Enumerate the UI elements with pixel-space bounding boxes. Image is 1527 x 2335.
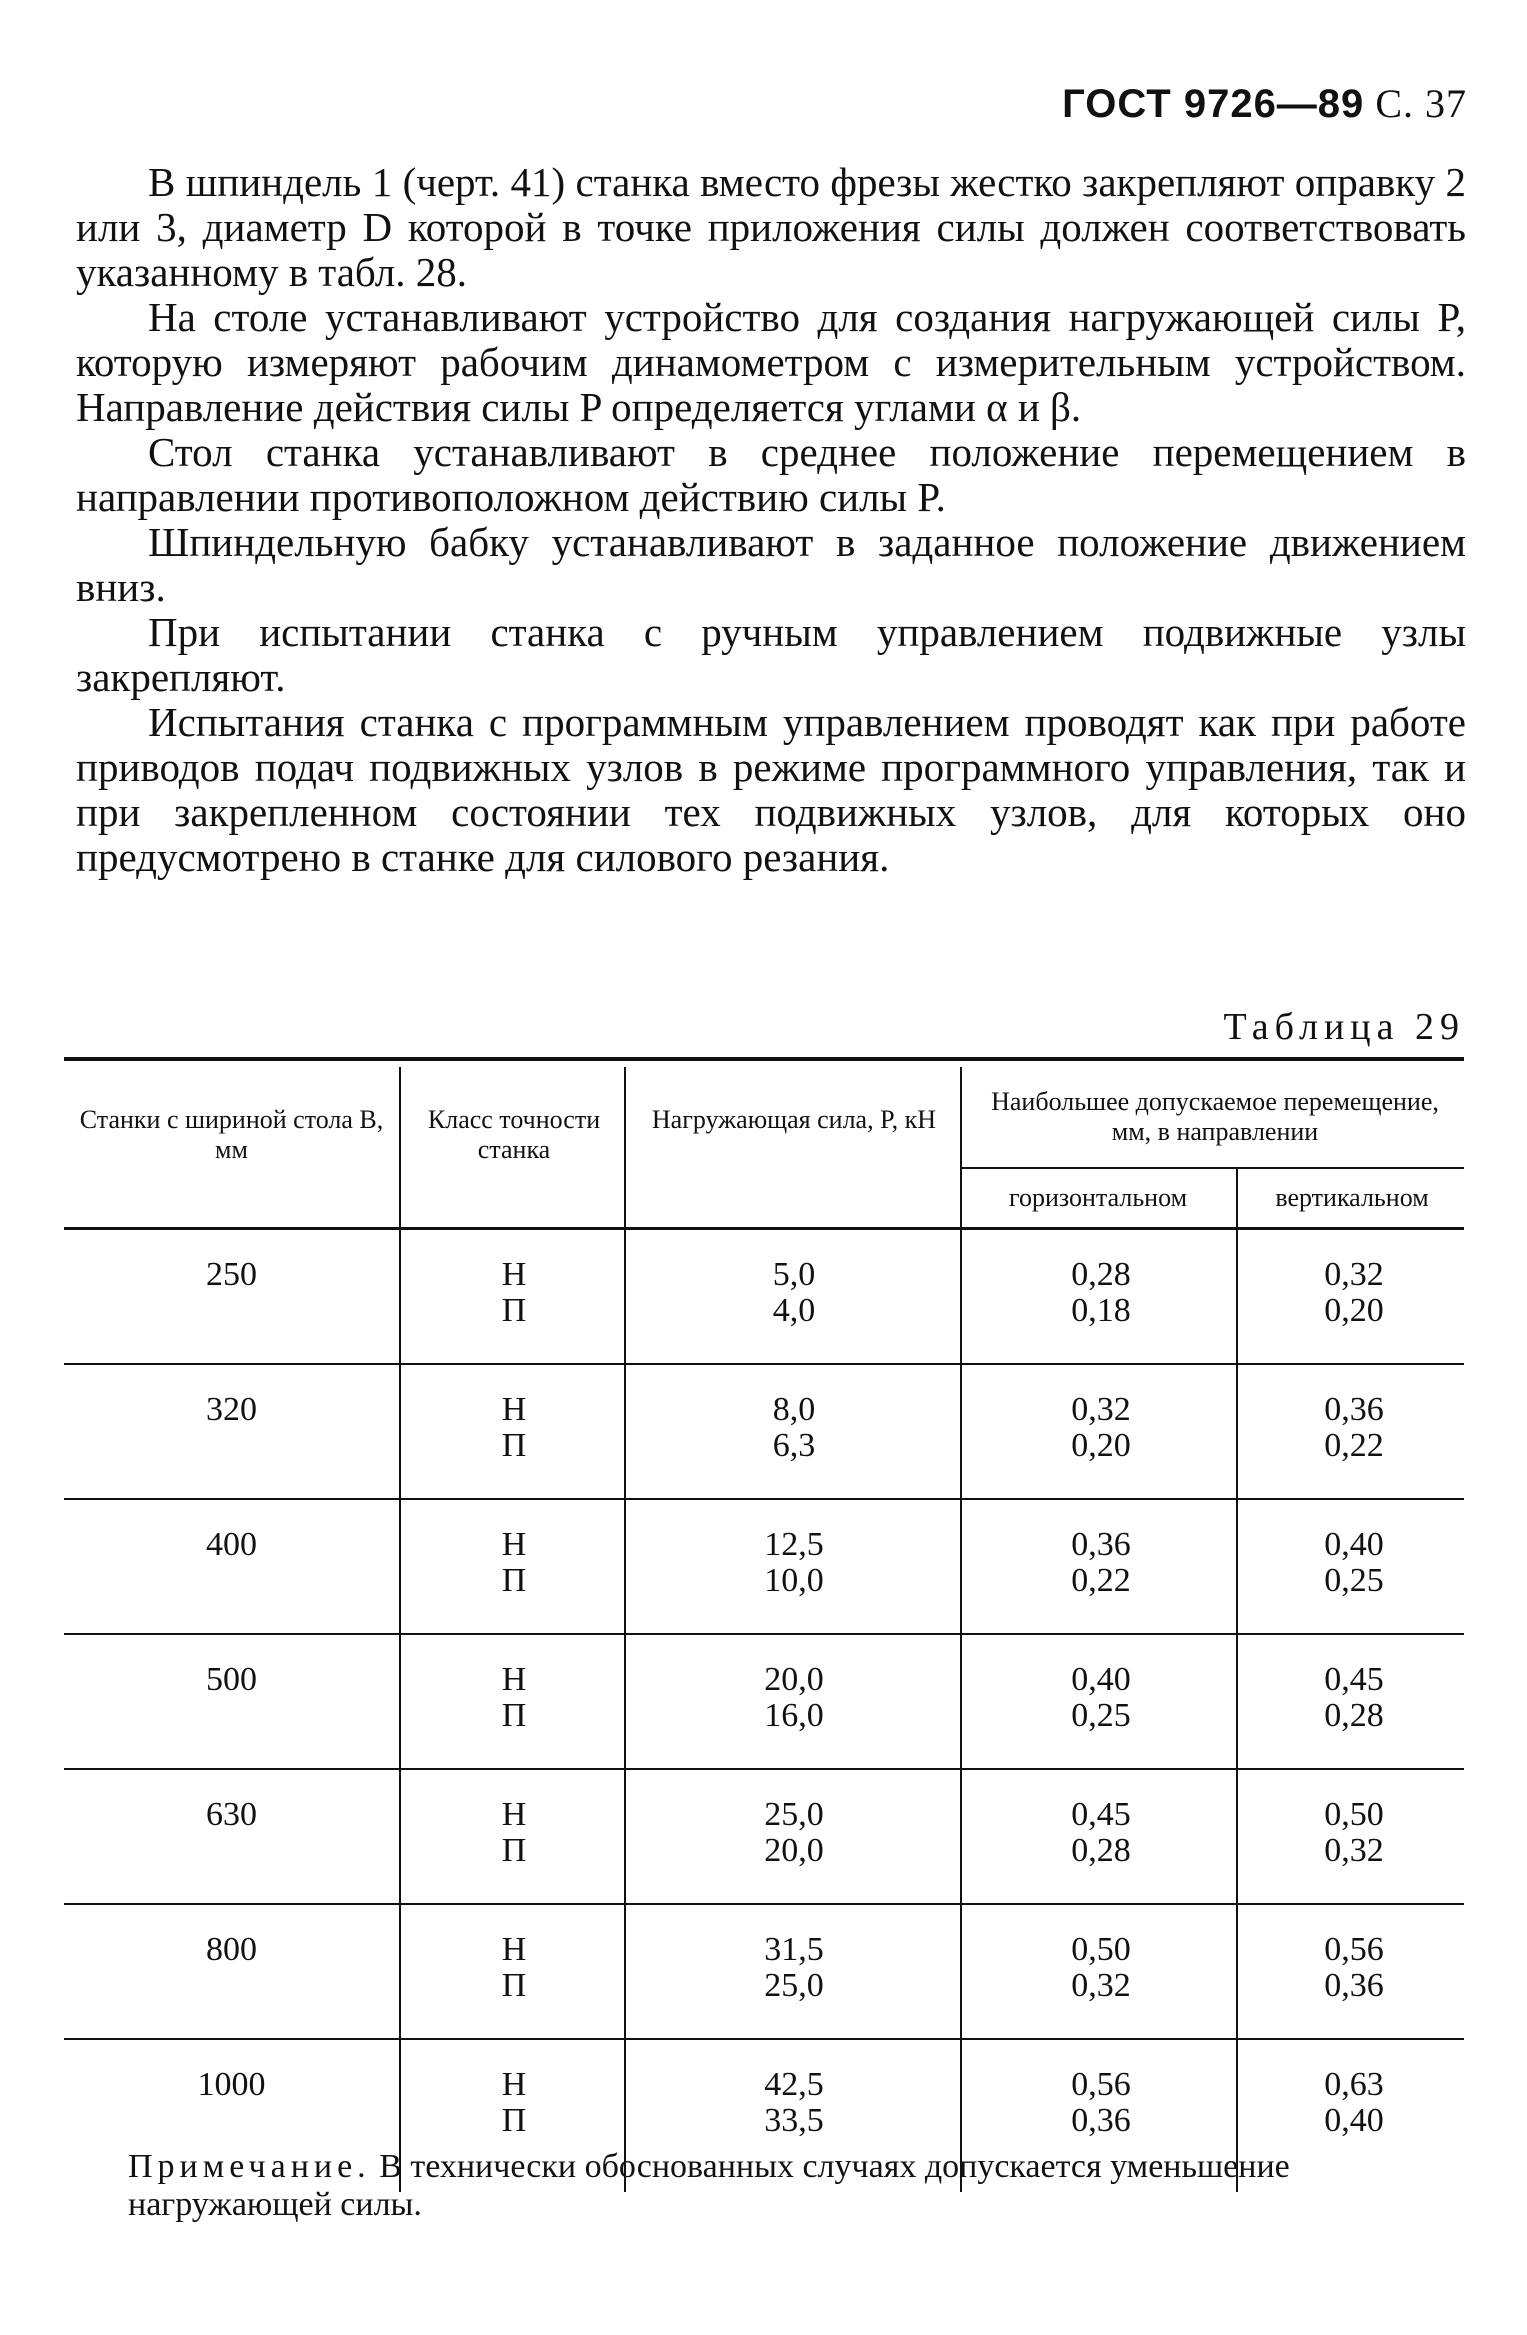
class-value: П bbox=[501, 1967, 527, 2004]
horizontal-cell bbox=[970, 2067, 1232, 2139]
horizontal-value: 0,56 bbox=[1071, 2066, 1131, 2103]
class-value: Н bbox=[501, 1526, 527, 1563]
vertical-cell bbox=[1244, 1932, 1464, 2004]
force-value: 33,5 bbox=[764, 2102, 824, 2139]
horizontal-value: 0,50 bbox=[1071, 1931, 1131, 1968]
horizontal-value: 0,25 bbox=[1071, 1697, 1131, 1734]
body-text bbox=[76, 160, 1466, 880]
force-value: 5,0 bbox=[772, 1256, 816, 1293]
header-force: Нагружающая сила, P, кН bbox=[651, 1105, 937, 1134]
vertical-cell bbox=[1244, 1797, 1464, 1869]
horizontal-value: 0,32 bbox=[1071, 1391, 1131, 1428]
horizontal-value: 0,28 bbox=[1071, 1832, 1131, 1869]
class-value: П bbox=[501, 1832, 527, 1869]
force-cell bbox=[634, 1662, 954, 1734]
row-divider bbox=[64, 1633, 1464, 1635]
table-title: Таблица 29 bbox=[1223, 1006, 1465, 1048]
horizontal-cell bbox=[970, 1932, 1232, 2004]
paragraph: Стол станка устанавливают в среднее положение перемещением в направлении противоположном действию силы P. bbox=[76, 429, 1466, 520]
vertical-cell bbox=[1244, 1392, 1464, 1464]
page-header bbox=[1062, 80, 1467, 127]
class-cell bbox=[409, 1392, 619, 1464]
horizontal-value: 0,36 bbox=[1071, 2102, 1131, 2139]
paragraph: В шпиндель 1 (черт. 41) станка вместо фрезы жестко закрепляют оправку 2 или 3, диаметр D которой в точке приложения силы должен соответствовать указанному в табл. 28. bbox=[76, 159, 1466, 295]
vertical-cell bbox=[1244, 1662, 1464, 1734]
width-cell: 1000 bbox=[197, 2066, 266, 2103]
class-value: Н bbox=[501, 1796, 527, 1833]
width-cell: 320 bbox=[206, 1391, 257, 1428]
width-cell: 400 bbox=[206, 1526, 257, 1563]
force-cell bbox=[634, 1932, 954, 2004]
paragraph: Шпиндельную бабку устанавливают в заданное положение движением вниз. bbox=[76, 519, 1466, 610]
row-divider bbox=[64, 1768, 1464, 1770]
vertical-cell bbox=[1244, 1527, 1464, 1599]
force-cell bbox=[634, 1527, 954, 1599]
row-divider bbox=[64, 1363, 1464, 1365]
force-cell bbox=[634, 1392, 954, 1464]
vertical-value: 0,25 bbox=[1324, 1562, 1384, 1599]
subheader-rule bbox=[960, 1167, 1464, 1169]
horizontal-cell bbox=[970, 1797, 1232, 1869]
horizontal-value: 0,36 bbox=[1071, 1526, 1131, 1563]
paragraph: На столе устанавливают устройство для создания нагружающей силы P, которую измеряют рабочим динамометром с измерительным устройством. Направление действия силы P определяется углами α и β. bbox=[76, 294, 1466, 430]
standard-number: ГОСТ 9726—89 bbox=[1062, 82, 1365, 126]
force-value: 20,0 bbox=[764, 1661, 824, 1698]
class-value: Н bbox=[501, 1931, 527, 1968]
horizontal-cell bbox=[970, 1662, 1232, 1734]
table-top-rule bbox=[64, 1057, 1464, 1061]
horizontal-value: 0,40 bbox=[1071, 1661, 1131, 1698]
horizontal-value: 0,18 bbox=[1071, 1292, 1131, 1329]
class-cell bbox=[409, 1932, 619, 2004]
class-cell bbox=[409, 1257, 619, 1329]
header-width: Станки с шириной стола B, мм bbox=[79, 1105, 384, 1164]
force-value: 20,0 bbox=[764, 1832, 824, 1869]
force-value: 4,0 bbox=[772, 1292, 816, 1329]
class-value: П bbox=[501, 1427, 527, 1464]
table-row bbox=[64, 1932, 1464, 2066]
paragraph: При испытании станка с ручным управлением подвижные узлы закрепляют. bbox=[76, 609, 1466, 700]
width-cell: 250 bbox=[206, 1256, 257, 1293]
row-divider bbox=[64, 1903, 1464, 1905]
horizontal-value: 0,45 bbox=[1071, 1796, 1131, 1833]
row-divider bbox=[64, 1498, 1464, 1500]
header-bottom-rule bbox=[64, 1227, 1464, 1230]
horizontal-cell bbox=[970, 1257, 1232, 1329]
header-displacement: Наибольшее допускаемое перемещение, мм, в направлении bbox=[991, 1087, 1439, 1146]
vertical-value: 0,32 bbox=[1324, 1256, 1384, 1293]
table-row bbox=[64, 1257, 1464, 1391]
vertical-value: 0,36 bbox=[1324, 1391, 1384, 1428]
table-row bbox=[64, 1662, 1464, 1796]
class-value: П bbox=[501, 1292, 527, 1329]
class-cell bbox=[409, 1527, 619, 1599]
force-cell bbox=[634, 2067, 954, 2139]
vertical-cell bbox=[1244, 2067, 1464, 2139]
note-label: Примечание. bbox=[128, 2148, 371, 2185]
class-cell bbox=[409, 1662, 619, 1734]
note-text: В технически обоснованных случаях допускается уменьшение нагружающей силы. bbox=[128, 2148, 1290, 2223]
table-note bbox=[128, 2148, 1462, 2224]
horizontal-value: 0,22 bbox=[1071, 1562, 1131, 1599]
vertical-value: 0,40 bbox=[1324, 1526, 1384, 1563]
force-cell bbox=[634, 1257, 954, 1329]
table-row bbox=[64, 1797, 1464, 1931]
table-row bbox=[64, 1527, 1464, 1661]
force-value: 31,5 bbox=[764, 1931, 824, 1968]
force-value: 42,5 bbox=[764, 2066, 824, 2103]
width-cell: 500 bbox=[206, 1661, 257, 1698]
width-cell: 800 bbox=[206, 1931, 257, 1968]
vertical-value: 0,32 bbox=[1324, 1832, 1384, 1869]
vertical-value: 0,20 bbox=[1324, 1292, 1384, 1329]
width-cell: 630 bbox=[206, 1796, 257, 1833]
horizontal-value: 0,20 bbox=[1071, 1427, 1131, 1464]
force-value: 8,0 bbox=[772, 1391, 816, 1428]
header-horizontal: горизонтальном bbox=[1008, 1183, 1188, 1212]
paragraph: Испытания станка с программным управлением проводят как при работе приводов подач подвижных узлов в режиме программного управления, так и при закрепленном состоянии тех подвижных узлов, для которых оно предусмотрено в станке для силового резания. bbox=[76, 699, 1466, 880]
vertical-value: 0,56 bbox=[1324, 1931, 1384, 1968]
force-value: 25,0 bbox=[764, 1967, 824, 2004]
class-value: Н bbox=[501, 1256, 527, 1293]
class-value: Н bbox=[501, 2066, 527, 2103]
vertical-value: 0,45 bbox=[1324, 1661, 1384, 1698]
force-value: 16,0 bbox=[764, 1697, 824, 1734]
vertical-value: 0,36 bbox=[1324, 1967, 1384, 2004]
vertical-value: 0,40 bbox=[1324, 2102, 1384, 2139]
class-cell bbox=[409, 2067, 619, 2139]
class-value: П bbox=[501, 1562, 527, 1599]
header-vertical: вертикальном bbox=[1275, 1183, 1429, 1212]
vertical-value: 0,50 bbox=[1324, 1796, 1384, 1833]
horizontal-cell bbox=[970, 1527, 1232, 1599]
vertical-cell bbox=[1244, 1257, 1464, 1329]
force-cell bbox=[634, 1797, 954, 1869]
class-value: П bbox=[501, 2102, 527, 2139]
force-value: 25,0 bbox=[764, 1796, 824, 1833]
class-value: Н bbox=[501, 1661, 527, 1698]
force-value: 10,0 bbox=[764, 1562, 824, 1599]
page-number: С. 37 bbox=[1375, 81, 1467, 126]
class-value: П bbox=[501, 1697, 527, 1734]
horizontal-value: 0,32 bbox=[1071, 1967, 1131, 2004]
vertical-value: 0,28 bbox=[1324, 1697, 1384, 1734]
horizontal-cell bbox=[970, 1392, 1232, 1464]
class-cell bbox=[409, 1797, 619, 1869]
force-value: 6,3 bbox=[772, 1427, 816, 1464]
table-row bbox=[64, 1392, 1464, 1526]
row-divider bbox=[64, 2038, 1464, 2040]
vertical-value: 0,22 bbox=[1324, 1427, 1384, 1464]
class-value: Н bbox=[501, 1391, 527, 1428]
horizontal-value: 0,28 bbox=[1071, 1256, 1131, 1293]
force-value: 12,5 bbox=[764, 1526, 824, 1563]
vertical-value: 0,63 bbox=[1324, 2066, 1384, 2103]
header-class: Класс точности станка bbox=[427, 1105, 601, 1164]
